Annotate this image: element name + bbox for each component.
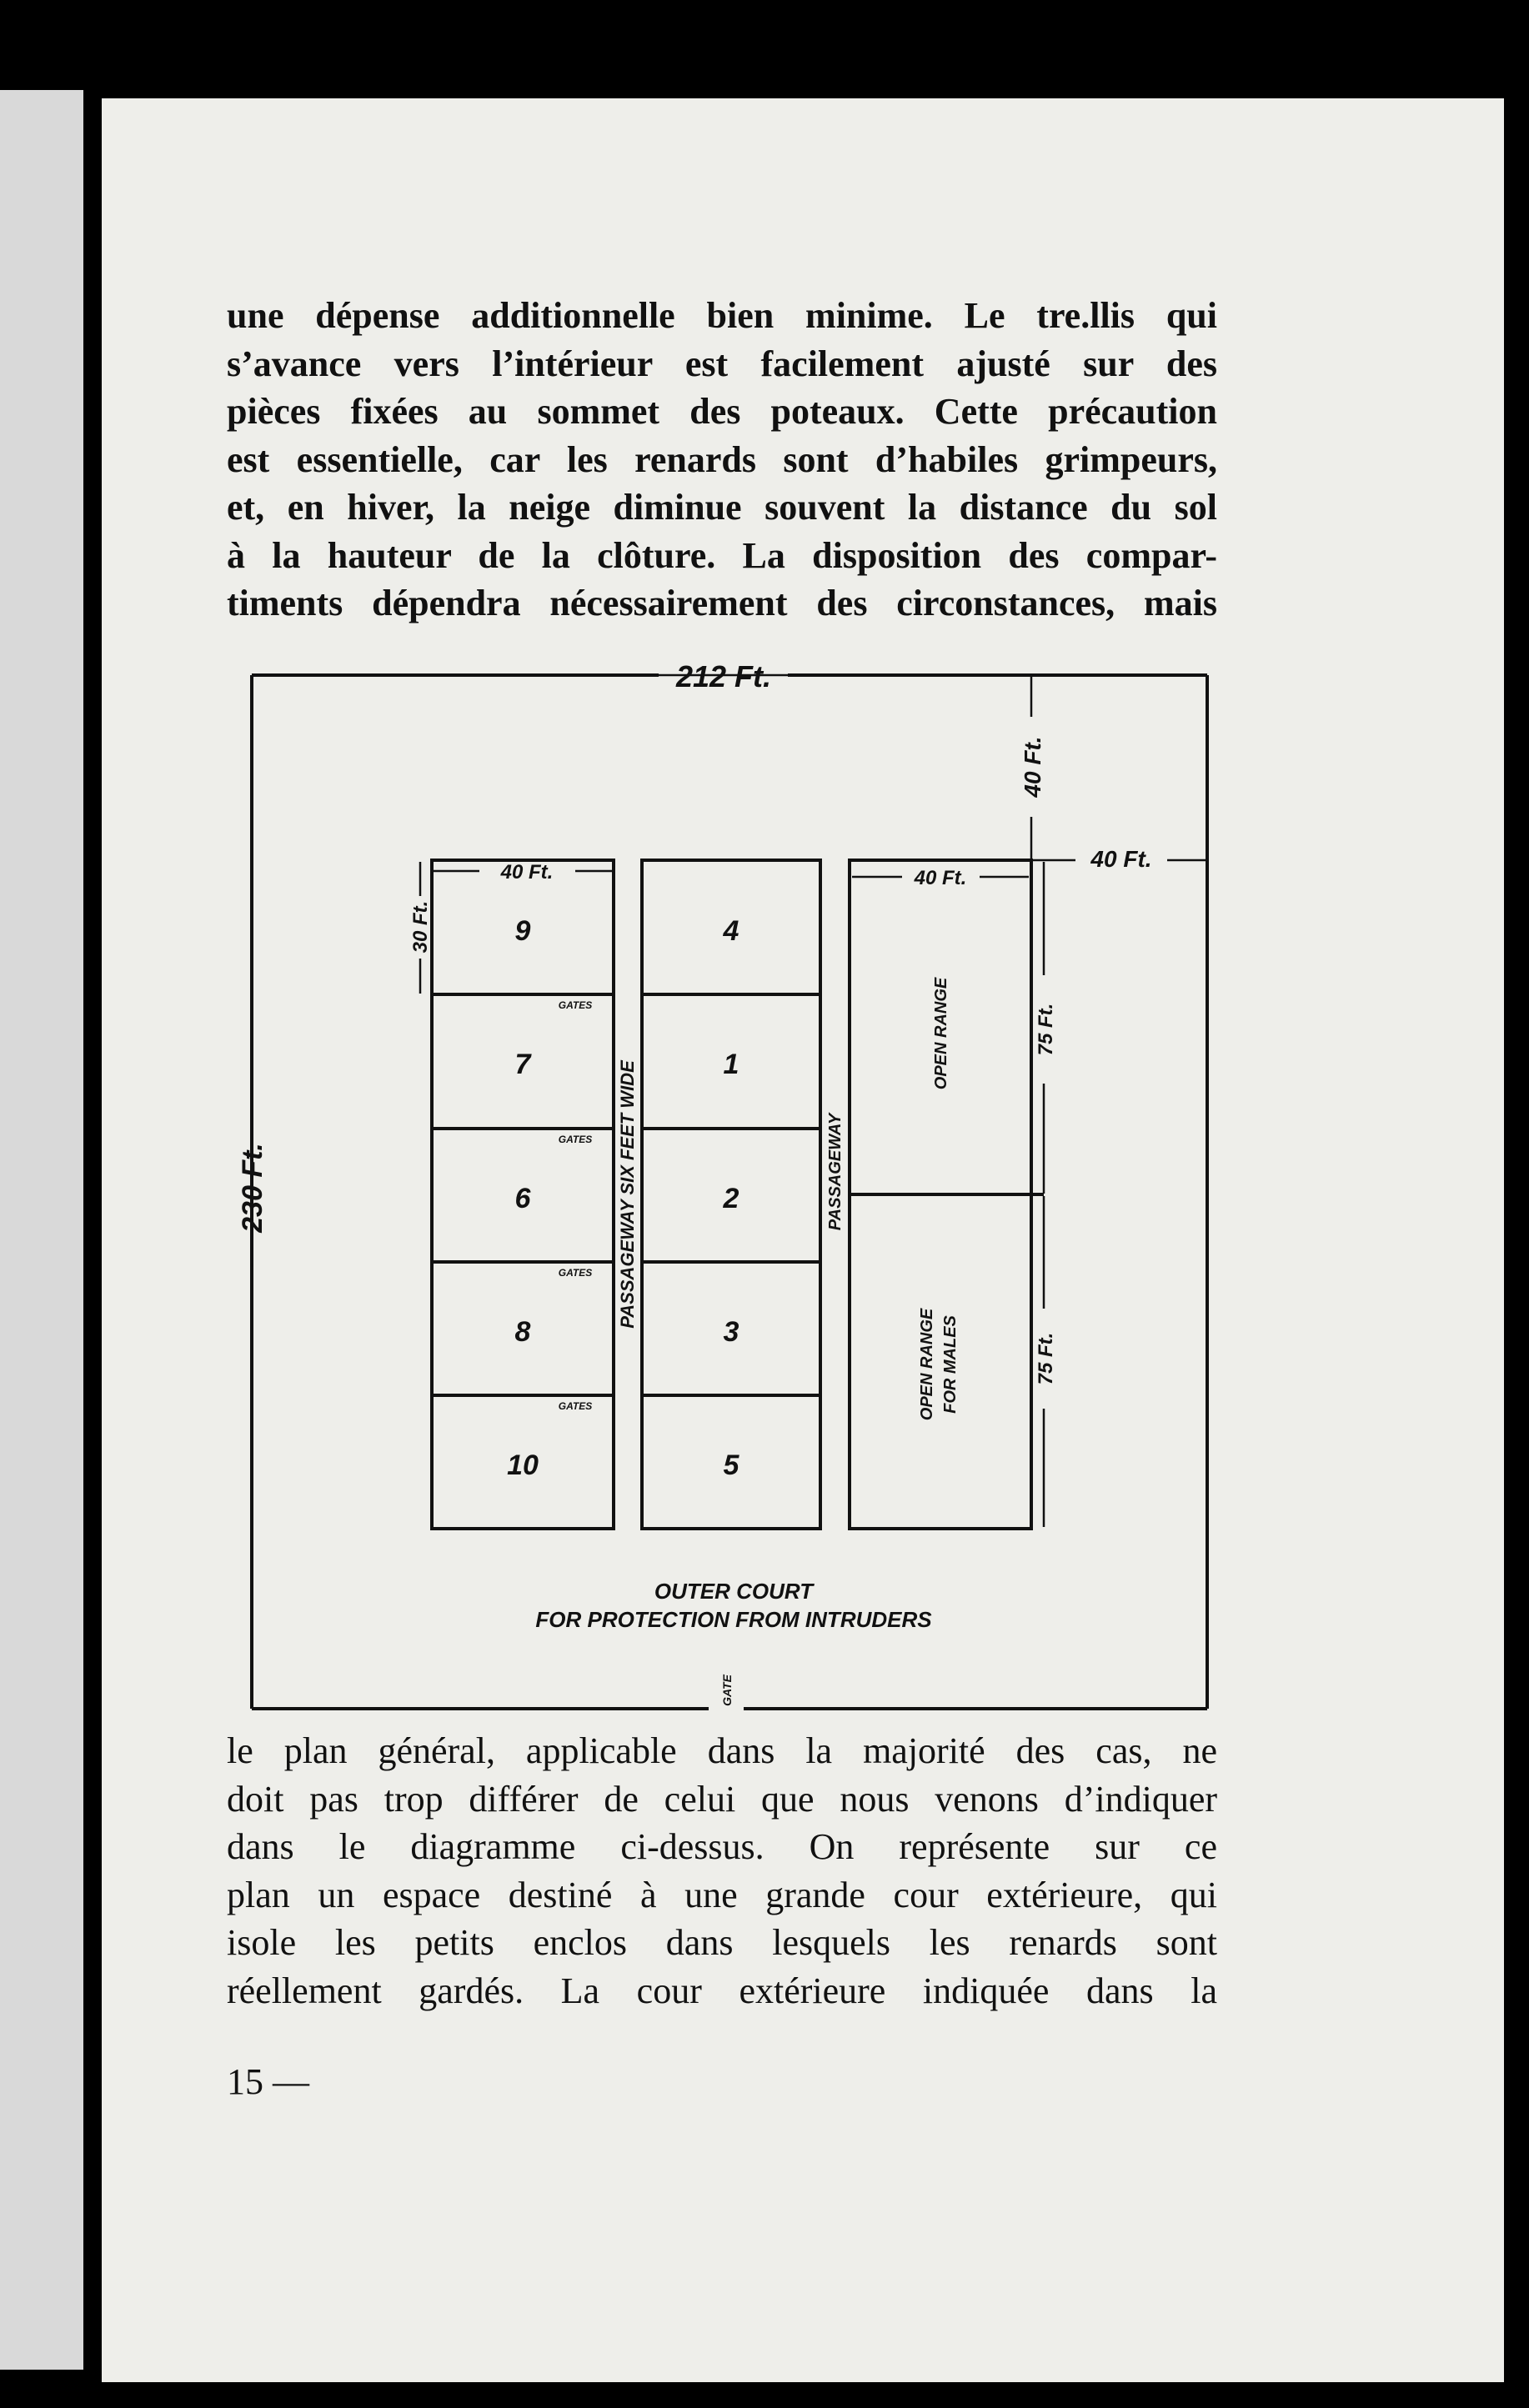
gates-label: GATES [558,999,593,1011]
outer-court-label: OUTER COURT [654,1579,814,1604]
text-line: isole les petits enclos dans lesquels les renards sont [227,1922,1217,1963]
text-line: réellement gardés. La cour extérieure indiquée dans la [227,1970,1217,2011]
outer-court-label: FOR PROTECTION FROM INTRUDERS [535,1607,932,1632]
text-line: le plan général, applicable dans la majorité des cas, ne [227,1730,1217,1771]
pen-number: 4 [723,915,739,947]
text-line: pièces fixées au sommet des poteaux. Cette précaution [227,391,1217,432]
right-pen-width-label: 40 Ft. [914,867,967,889]
open-range-males-label: OPEN RANGE [918,1308,936,1421]
gate-label: GATE [720,1675,734,1706]
pen-number: 1 [723,1049,739,1080]
text-line: plan un espace destiné à une grande cour extérieure, qui [227,1874,1217,1915]
passageway-label: PASSAGEWAY [826,1113,845,1231]
page-number: 15 — [227,2061,309,2102]
pen-number: 5 [723,1449,739,1481]
text-line: une dépense additionnelle bien minime. Le tre.llis qui [227,295,1217,336]
text-line: à la hauteur de la clôture. La disposition des compar- [227,534,1217,576]
text-line: dans le diagramme ci-dessus. On représente sur ce [227,1826,1217,1867]
open-range-label: OPEN RANGE [932,977,950,1090]
pen-number: 9 [514,915,531,947]
left-pen-width-label: 40 Ft. [500,861,554,884]
range-upper-label: 75 Ft. [1035,1003,1057,1056]
paragraph-bottom [227,1727,1217,2015]
pen-height-label: 30 Ft. [409,900,432,954]
pen-number: 2 [723,1183,739,1214]
pen-number: 7 [514,1049,531,1080]
text-line: timents dépendra nécessairement des circonstances, mais [227,583,1217,623]
text-line: est essentielle, car les renards sont d’habiles grimpeurs, [227,438,1217,480]
text-line: s’avance vers l’intérieur est facilement ajusté sur des [227,343,1217,384]
height-dimension-label: 230 Ft. [237,1143,268,1233]
gates-label: GATES [558,1400,593,1412]
pen-number: 10 [507,1449,539,1481]
pen-number: 3 [723,1316,739,1348]
range-lower-label: 75 Ft. [1035,1332,1057,1385]
passageway-wide-label: PASSAGEWAY SIX FEET WIDE [617,1060,638,1329]
pen-number: 6 [514,1183,531,1214]
text-line: doit pas trop différer de celui que nous venons d’indiquer [227,1778,1217,1820]
pen-number: 8 [514,1316,531,1348]
right-gap-label: 40 Ft. [1090,846,1152,872]
open-range-males-label: FOR MALES [941,1315,960,1414]
width-dimension-label: 212 Ft. [675,659,772,693]
gates-label: GATES [558,1134,593,1145]
gates-label: GATES [558,1267,593,1279]
top-gap-label: 40 Ft. [1020,736,1045,798]
text-line: et, en hiver, la neige diminue souvent la distance du sol [227,487,1217,528]
